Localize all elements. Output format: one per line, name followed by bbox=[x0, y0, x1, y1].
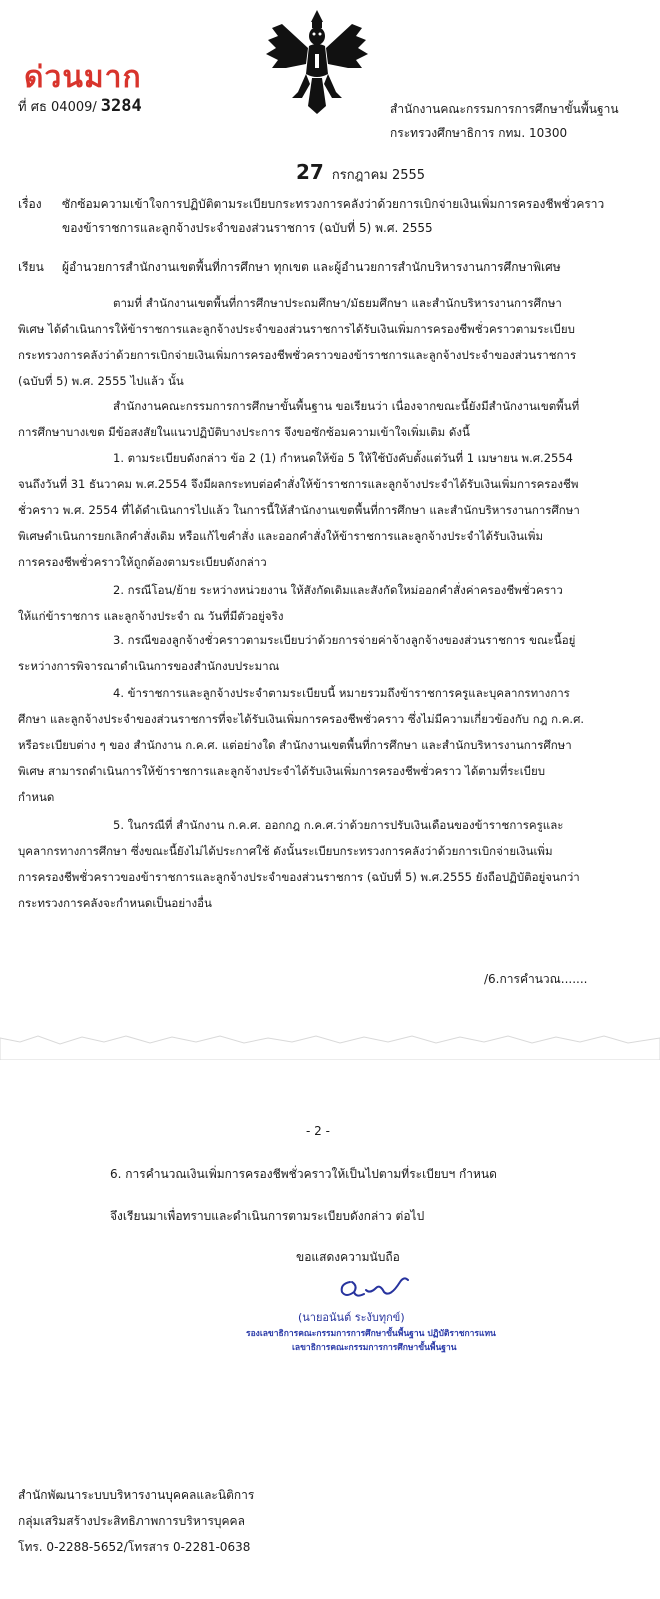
footer-group: กลุ่มเสริมสร้างประสิทธิภาพการบริหารบุคคล bbox=[18, 1514, 245, 1528]
subject-line: ซักซ้อมความเข้าใจการปฏิบัติตามระเบียบกระทรวงการคลังว่าด้วยการเบิกจ่ายเงินเพิ่มการครองชีพชั่วคราว bbox=[62, 197, 605, 211]
body-line: ศึกษา และลูกจ้างประจำของส่วนราชการที่จะได้รับเงินเพิ่มการครองชีพชั่วคราว ซึ่งไม่มีความเกี่ยวข้องกับ กฎ ก.ค.ศ. bbox=[18, 712, 585, 726]
letter-date bbox=[296, 160, 425, 185]
body-line: พิเศษดำเนินการยกเลิกคำสั่งเดิม หรือแก้ไขคำสั่ง และออกคำสั่งให้ข้าราชการและลูกจ้างประจำได้รับเงินเพิ่ม bbox=[18, 529, 544, 543]
body-line: 3. กรณีของลูกจ้างชั่วคราวตามระเบียบว่าด้วยการจ่ายค่าจ้างลูกจ้างของส่วนราชการ ขณะนี้อยู่ bbox=[113, 633, 576, 647]
closing-salutation: ขอแสดงความนับถือ bbox=[296, 1250, 400, 1264]
signer-name: (นายอนันต์ ระงับทุกข์) bbox=[298, 1311, 405, 1324]
body-line: การครองชีพชั่วคราวของข้าราชการและลูกจ้างประจำของส่วนราชการ (ฉบับที่ 5) พ.ศ.2555 ยังถือปฏิบัติอยู่จนกว่า bbox=[18, 870, 580, 884]
continuation-marker: /6.การคำนวณ....... bbox=[484, 972, 588, 986]
document-prefix: ที่ ศธ 04009/ bbox=[18, 100, 97, 115]
body-line: พิเศษ สามารถดำเนินการให้ข้าราชการและลูกจ้างประจำได้รับเงินเพิ่มการครองชีพชั่วคราว ได้ตามที่ระเบียบ bbox=[18, 764, 546, 778]
body-line: 2. กรณีโอน/ย้าย ระหว่างหน่วยงาน ให้สังกัดเดิมและสังกัดใหม่ออกคำสั่งค่าครองชีพชั่วคราว bbox=[113, 583, 563, 597]
letter-page-2 bbox=[0, 1060, 660, 1599]
signer-position: เลขาธิการคณะกรรมการการศึกษาขั้นพื้นฐาน bbox=[292, 1343, 457, 1353]
body-line: จนถึงวันที่ 31 ธันวาคม พ.ศ.2554 จึงมีผลกระทบต่อคำสั่งให้ข้าราชการและลูกจ้างประจำได้รับเงินเพิ่มการครองชีพ bbox=[18, 477, 579, 491]
office-name: สำนักงานคณะกรรมการการศึกษาขั้นพื้นฐาน bbox=[390, 102, 619, 116]
body-paragraph-1 bbox=[18, 290, 638, 394]
item-2 bbox=[18, 577, 638, 629]
body-line: กระทรวงการคลังจะกำหนดเป็นอย่างอื่น bbox=[18, 896, 212, 910]
body-line: พิเศษ ได้ดำเนินการให้ข้าราชการและลูกจ้างประจำของส่วนราชการได้รับเงินเพิ่มการครองชีพชั่วคราวตามระเบียบ bbox=[18, 322, 575, 336]
body-line: 4. ข้าราชการและลูกจ้างประจำตามระเบียบนี้ หมายรวมถึงข้าราชการครูและบุคลากรทางการ bbox=[113, 686, 570, 700]
office-address: กระทรวงศึกษาธิการ กทม. 10300 bbox=[390, 126, 568, 140]
body-paragraph-2 bbox=[18, 393, 638, 445]
subject-label: เรื่อง bbox=[18, 197, 42, 211]
item-5 bbox=[18, 812, 638, 916]
page-number: - 2 - bbox=[306, 1124, 330, 1138]
body-line: การศึกษาบางเขต มีข้อสงสัยในแนวปฏิบัติบางประการ จึงขอซักซ้อมความเข้าใจเพิ่มเติม ดังนี้ bbox=[18, 425, 470, 439]
body-line: (ฉบับที่ 5) พ.ศ. 2555 ไปแล้ว นั้น bbox=[18, 374, 184, 388]
signer-position: รองเลขาธิการคณะกรรมการการศึกษาขั้นพื้นฐาน ปฏิบัติราชการแทน bbox=[246, 1329, 496, 1339]
body-line: กำหนด bbox=[18, 790, 55, 804]
body-line: หรือระเบียบต่าง ๆ ของ สำนักงาน ก.ค.ศ. แต่อย่างใด สำนักงานเขตพื้นที่การศึกษา และสำนักบริหารงานการศึกษา bbox=[18, 738, 572, 752]
urgent-stamp: ด่วนมาก bbox=[24, 60, 142, 95]
document-number bbox=[18, 96, 142, 117]
garuda-emblem-icon bbox=[262, 6, 372, 116]
document-number-value: 3284 bbox=[100, 96, 142, 116]
body-line: บุคลากรทางการศึกษา ซึ่งขณะนี้ยังไม่ได้ประกาศใช้ ดังนั้นระเบียบกระทรวงการคลังว่าด้วยการเบิกจ่ายเงินเพิ่ม bbox=[18, 844, 553, 858]
item-1 bbox=[18, 445, 638, 575]
recipient-text: ผู้อำนวยการสำนักงานเขตพื้นที่การศึกษา ทุกเขต และผู้อำนวยการสำนักบริหารงานการศึกษาพิเศษ bbox=[62, 260, 561, 274]
body-line: 5. ในกรณีที่ สำนักงาน ก.ค.ศ. ออกกฎ ก.ค.ศ.ว่าด้วยการปรับเงินเดือนของข้าราชการครูและ bbox=[113, 818, 564, 832]
torn-edge bbox=[0, 1030, 660, 1060]
footer-department: สำนักพัฒนาระบบบริหารงานบุคคลและนิติการ bbox=[18, 1488, 255, 1502]
body-line: สำนักงานคณะกรรมการการศึกษาขั้นพื้นฐาน ขอเรียนว่า เนื่องจากขณะนี้ยังมีสำนักงานเขตพื้นที่ bbox=[113, 399, 580, 413]
body-line: ระหว่างการพิจารณาดำเนินการของสำนักงบประมาณ bbox=[18, 659, 280, 673]
signature-icon bbox=[336, 1272, 414, 1302]
date-day: 27 bbox=[296, 160, 324, 184]
body-line: ชั่วคราว พ.ศ. 2554 ที่ได้ดำเนินการไปแล้ว ในการนี้ให้สำนักงานเขตพื้นที่การศึกษา และสำนักบริหารงานการศึกษา bbox=[18, 503, 580, 517]
date-month-year: กรกฎาคม 2555 bbox=[331, 168, 426, 183]
footer-contact: โทร. 0-2288-5652/โทรสาร 0-2281-0638 bbox=[18, 1540, 251, 1554]
issuing-office bbox=[390, 97, 619, 145]
body-line: ให้แก่ข้าราชการ และลูกจ้างประจำ ณ วันที่มีตัวอยู่จริง bbox=[18, 609, 284, 623]
body-line: 1. ตามระเบียบดังกล่าว ข้อ 2 (1) กำหนดให้ข้อ 5 ให้ใช้บังคับตั้งแต่วันที่ 1 เมษายน พ.ศ.2554 bbox=[113, 451, 573, 465]
item-3 bbox=[18, 627, 638, 679]
closing-request: จึงเรียนมาเพื่อทราบและดำเนินการตามระเบียบดังกล่าว ต่อไป bbox=[110, 1209, 425, 1223]
body-line: กระทรวงการคลังว่าด้วยการเบิกจ่ายเงินเพิ่มการครองชีพชั่วคราวของข้าราชการและลูกจ้างประจำของส่วนราชการ bbox=[18, 348, 577, 362]
recipient-label: เรียน bbox=[18, 260, 44, 274]
sender-footer bbox=[18, 1482, 254, 1560]
subject-line: ของข้าราชการและลูกจ้างประจำของส่วนราชการ (ฉบับที่ 5) พ.ศ. 2555 bbox=[62, 221, 433, 235]
body-line: ตามที่ สำนักงานเขตพื้นที่การศึกษาประถมศึกษา/มัธยมศึกษา และสำนักบริหารงานการศึกษา bbox=[113, 296, 562, 310]
item-4 bbox=[18, 680, 638, 810]
item-6: 6. การคำนวณเงินเพิ่มการครองชีพชั่วคราวให้เป็นไปตามที่ระเบียบฯ กำหนด bbox=[110, 1167, 497, 1181]
body-line: การครองชีพชั่วคราวให้ถูกต้องตามระเบียบดังกล่าว bbox=[18, 555, 267, 569]
